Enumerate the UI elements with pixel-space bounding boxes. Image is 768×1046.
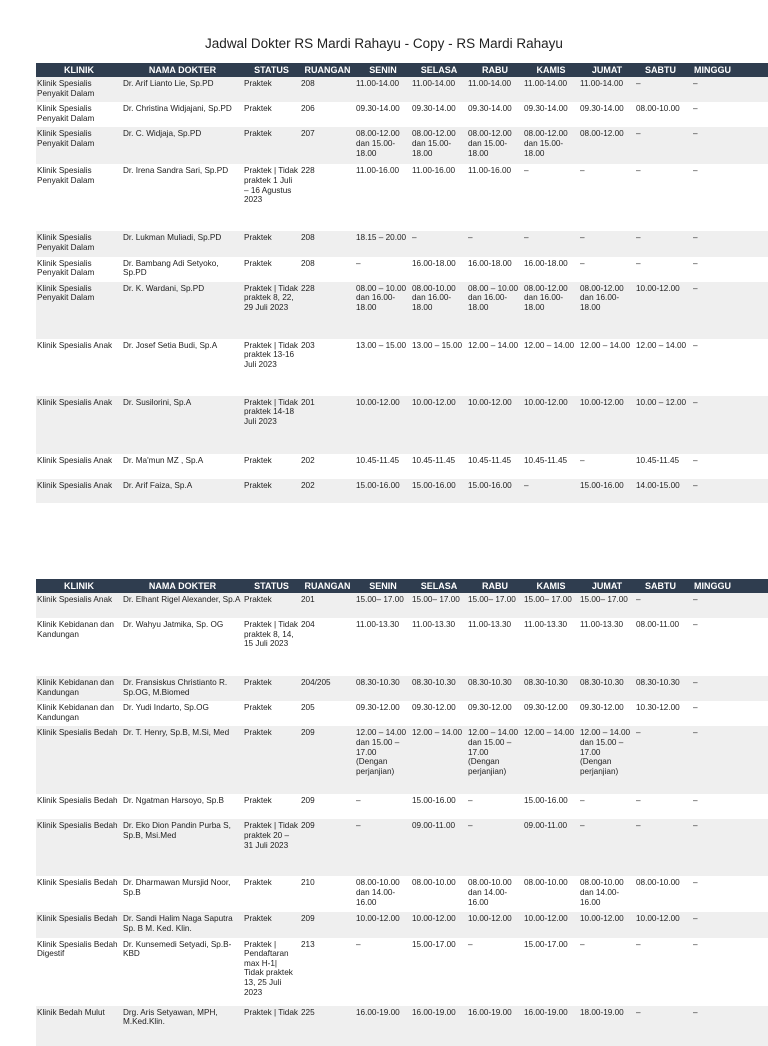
cell-senin: –	[355, 257, 411, 282]
header-nama-dokter: NAMA DOKTER	[122, 579, 243, 593]
cell-ruangan: 204/205	[300, 676, 355, 701]
cell-senin: 15.00-16.00	[355, 479, 411, 503]
cell-kamis: –	[523, 164, 579, 231]
cell-rabu: 12.00 – 14.00 dan 15.00 – 17.00 (Dengan perjanjian)	[467, 726, 523, 794]
cell-klinik: Klinik Spesialis Penyakit Dalam	[36, 127, 122, 164]
table-row	[36, 1006, 768, 1046]
cell-kamis: 11.00-13.30	[523, 618, 579, 676]
cell-kamis: 11.00-14.00	[523, 77, 579, 102]
cell-selasa: 15.00– 17.00	[411, 593, 467, 618]
cell-senin: 15.00– 17.00	[355, 593, 411, 618]
cell-senin: 11.00-14.00	[355, 77, 411, 102]
cell-selasa: 08.00-10.00	[411, 876, 467, 912]
cell-sabtu: –	[635, 593, 692, 618]
cell-klinik: Klinik Spesialis Bedah	[36, 876, 122, 912]
cell-nama-dokter: Dr. Christina Widjajani, Sp.PD	[122, 102, 243, 127]
cell-klinik: Klinik Spesialis Penyakit Dalam	[36, 164, 122, 231]
table-row	[36, 618, 768, 676]
cell-klinik: Klinik Spesialis Bedah	[36, 819, 122, 876]
cell-minggu: –	[692, 164, 768, 231]
cell-minggu: –	[692, 282, 768, 339]
cell-status: Praktek | Tidak praktek 13-16 Juli 2023	[243, 339, 300, 396]
table-row	[36, 676, 768, 701]
cell-minggu: –	[692, 339, 768, 396]
table-row	[36, 593, 768, 618]
cell-jumat: 12.00 – 14.00 dan 15.00 – 17.00 (Dengan perjanjian)	[579, 726, 635, 794]
table-row	[36, 794, 768, 819]
cell-jumat: –	[579, 454, 635, 479]
cell-sabtu: 10.00-12.00	[635, 912, 692, 937]
cell-status: Praktek	[243, 726, 300, 794]
cell-status: Praktek	[243, 479, 300, 503]
cell-jumat: 08.00-10.00 dan 14.00-16.00	[579, 876, 635, 912]
cell-ruangan: 208	[300, 77, 355, 102]
cell-ruangan: 225	[300, 1006, 355, 1046]
cell-ruangan: 208	[300, 257, 355, 282]
cell-ruangan: 228	[300, 164, 355, 231]
cell-sabtu: 14.00-15.00	[635, 479, 692, 503]
header-ruangan: RUANGAN	[300, 579, 355, 593]
cell-jumat: 12.00 – 14.00	[579, 339, 635, 396]
cell-status: Praktek	[243, 593, 300, 618]
cell-klinik: Klinik Spesialis Anak	[36, 454, 122, 479]
cell-senin: 08.30-10.30	[355, 676, 411, 701]
cell-jumat: 15.00– 17.00	[579, 593, 635, 618]
cell-rabu: 11.00-14.00	[467, 77, 523, 102]
cell-jumat: 08.00-12.00	[579, 127, 635, 164]
cell-sabtu: –	[635, 819, 692, 876]
cell-klinik: Klinik Spesialis Bedah	[36, 726, 122, 794]
cell-ruangan: 208	[300, 231, 355, 256]
table-header-row	[36, 63, 768, 77]
cell-selasa: 15.00-17.00	[411, 938, 467, 1006]
cell-jumat: –	[579, 257, 635, 282]
cell-ruangan: 204	[300, 618, 355, 676]
cell-sabtu: –	[635, 257, 692, 282]
header-kamis: KAMIS	[523, 579, 579, 593]
cell-selasa: 16.00-18.00	[411, 257, 467, 282]
cell-minggu: –	[692, 454, 768, 479]
cell-sabtu: 08.00-11.00	[635, 618, 692, 676]
cell-klinik: Klinik Spesialis Bedah Digestif	[36, 938, 122, 1006]
cell-selasa: 15.00-16.00	[411, 479, 467, 503]
cell-selasa: 12.00 – 14.00	[411, 726, 467, 794]
cell-jumat: –	[579, 938, 635, 1006]
cell-sabtu: –	[635, 938, 692, 1006]
cell-minggu: –	[692, 676, 768, 701]
cell-minggu: –	[692, 912, 768, 937]
cell-klinik: Klinik Spesialis Penyakit Dalam	[36, 231, 122, 256]
cell-rabu: 10.45-11.45	[467, 454, 523, 479]
cell-status: Praktek	[243, 676, 300, 701]
cell-rabu: 11.00-16.00	[467, 164, 523, 231]
cell-jumat: –	[579, 164, 635, 231]
cell-selasa: 10.45-11.45	[411, 454, 467, 479]
cell-nama-dokter: Dr. Irena Sandra Sari, Sp.PD	[122, 164, 243, 231]
cell-minggu: –	[692, 479, 768, 503]
cell-ruangan: 207	[300, 127, 355, 164]
header-ruangan: RUANGAN	[300, 63, 355, 77]
cell-kamis: 16.00-18.00	[523, 257, 579, 282]
cell-sabtu: 10.00-12.00	[635, 282, 692, 339]
header-selasa: SELASA	[411, 63, 467, 77]
cell-ruangan: 209	[300, 819, 355, 876]
cell-nama-dokter: Dr. Ngatman Harsoyo, Sp.B	[122, 794, 243, 819]
cell-status: Praktek	[243, 102, 300, 127]
cell-kamis: 12.00 – 14.00	[523, 726, 579, 794]
table-row	[36, 819, 768, 876]
cell-minggu: –	[692, 876, 768, 912]
cell-nama-dokter: Dr. Arif Lianto Lie, Sp.PD	[122, 77, 243, 102]
cell-rabu: 16.00-19.00	[467, 1006, 523, 1046]
cell-rabu: 15.00– 17.00	[467, 593, 523, 618]
cell-senin: 10.45-11.45	[355, 454, 411, 479]
cell-sabtu: 10.30-12.00	[635, 701, 692, 726]
cell-kamis: 15.00-17.00	[523, 938, 579, 1006]
cell-jumat: 11.00-14.00	[579, 77, 635, 102]
cell-ruangan: 203	[300, 339, 355, 396]
cell-nama-dokter: Dr. Eko Dion Pandin Purba S, Sp.B, Msi.Med	[122, 819, 243, 876]
header-senin: SENIN	[355, 579, 411, 593]
cell-kamis: 15.00– 17.00	[523, 593, 579, 618]
cell-ruangan: 213	[300, 938, 355, 1006]
cell-klinik: Klinik Spesialis Anak	[36, 396, 122, 454]
cell-selasa: 10.00-12.00	[411, 912, 467, 937]
cell-nama-dokter: Dr. Fransiskus Christianto R. Sp.OG, M.Biomed	[122, 676, 243, 701]
page-title: Jadwal Dokter RS Mardi Rahayu - Copy - RS Mardi Rahayu	[205, 36, 563, 51]
cell-selasa: –	[411, 231, 467, 256]
cell-sabtu: –	[635, 77, 692, 102]
cell-klinik: Klinik Spesialis Anak	[36, 339, 122, 396]
cell-jumat: –	[579, 231, 635, 256]
cell-selasa: 13.00 – 15.00	[411, 339, 467, 396]
cell-sabtu: –	[635, 127, 692, 164]
cell-status: Praktek | Tidak	[243, 1006, 300, 1046]
cell-senin: 11.00-13.30	[355, 618, 411, 676]
cell-status: Praktek	[243, 231, 300, 256]
cell-sabtu: –	[635, 726, 692, 794]
cell-rabu: 11.00-13.30	[467, 618, 523, 676]
cell-minggu: –	[692, 938, 768, 1006]
cell-kamis: 12.00 – 14.00	[523, 339, 579, 396]
cell-rabu: 08.00-10.00 dan 14.00-16.00	[467, 876, 523, 912]
cell-minggu: –	[692, 1006, 768, 1046]
cell-jumat: 09.30-14.00	[579, 102, 635, 127]
cell-kamis: 15.00-16.00	[523, 794, 579, 819]
cell-klinik: Klinik Kebidanan dan Kandungan	[36, 676, 122, 701]
cell-klinik: Klinik Spesialis Penyakit Dalam	[36, 77, 122, 102]
cell-minggu: –	[692, 726, 768, 794]
header-kamis: KAMIS	[523, 63, 579, 77]
cell-rabu: 16.00-18.00	[467, 257, 523, 282]
cell-kamis: 10.45-11.45	[523, 454, 579, 479]
cell-klinik: Klinik Bedah Mulut	[36, 1006, 122, 1046]
cell-status: Praktek	[243, 876, 300, 912]
cell-status: Praktek | Tidak praktek 8, 14, 15 Juli 2023	[243, 618, 300, 676]
cell-senin: 13.00 – 15.00	[355, 339, 411, 396]
cell-status: Praktek	[243, 257, 300, 282]
table-row	[36, 102, 768, 127]
cell-nama-dokter: Dr. Yudi Indarto, Sp.OG	[122, 701, 243, 726]
cell-senin: 09.30-14.00	[355, 102, 411, 127]
cell-sabtu: 08.30-10.30	[635, 676, 692, 701]
cell-senin: 18.15 – 20.00	[355, 231, 411, 256]
table-row	[36, 77, 768, 102]
cell-rabu: –	[467, 794, 523, 819]
cell-minggu: –	[692, 819, 768, 876]
cell-senin: –	[355, 794, 411, 819]
cell-jumat: 11.00-13.30	[579, 618, 635, 676]
cell-minggu: –	[692, 77, 768, 102]
cell-sabtu: 08.00-10.00	[635, 102, 692, 127]
header-rabu: RABU	[467, 63, 523, 77]
cell-ruangan: 209	[300, 726, 355, 794]
cell-kamis: 10.00-12.00	[523, 396, 579, 454]
cell-rabu: –	[467, 938, 523, 1006]
cell-sabtu: 10.00 – 12.00	[635, 396, 692, 454]
cell-klinik: Klinik Spesialis Bedah	[36, 912, 122, 937]
cell-ruangan: 210	[300, 876, 355, 912]
cell-sabtu: –	[635, 164, 692, 231]
cell-nama-dokter: Dr. K. Wardani, Sp.PD	[122, 282, 243, 339]
cell-jumat: 10.00-12.00	[579, 396, 635, 454]
cell-selasa: 16.00-19.00	[411, 1006, 467, 1046]
cell-klinik: Klinik Kebidanan dan Kandungan	[36, 701, 122, 726]
cell-senin: 11.00-16.00	[355, 164, 411, 231]
cell-klinik: Klinik Spesialis Penyakit Dalam	[36, 282, 122, 339]
cell-sabtu: –	[635, 1006, 692, 1046]
cell-jumat: 15.00-16.00	[579, 479, 635, 503]
cell-kamis: –	[523, 479, 579, 503]
cell-selasa: 08.30-10.30	[411, 676, 467, 701]
table-row	[36, 396, 768, 454]
cell-nama-dokter: Dr. Susilorini, Sp.A	[122, 396, 243, 454]
header-minggu: MINGGU	[692, 63, 768, 77]
table-row	[36, 479, 768, 503]
cell-status: Praktek	[243, 454, 300, 479]
cell-minggu: –	[692, 794, 768, 819]
cell-rabu: –	[467, 819, 523, 876]
cell-minggu: –	[692, 396, 768, 454]
cell-senin: 10.00-12.00	[355, 396, 411, 454]
cell-nama-dokter: Dr. Kunsemedi Setyadi, Sp.B-KBD	[122, 938, 243, 1006]
cell-kamis: 08.00-12.00 dan 16.00-18.00	[523, 282, 579, 339]
cell-status: Praktek | Tidak praktek 14-18 Juli 2023	[243, 396, 300, 454]
cell-senin: 16.00-19.00	[355, 1006, 411, 1046]
cell-ruangan: 205	[300, 701, 355, 726]
header-nama-dokter: NAMA DOKTER	[122, 63, 243, 77]
cell-jumat: 18.00-19.00	[579, 1006, 635, 1046]
cell-selasa: 11.00-13.30	[411, 618, 467, 676]
cell-kamis: 10.00-12.00	[523, 912, 579, 937]
cell-nama-dokter: Drg. Aris Setyawan, MPH, M.Ked.Klin.	[122, 1006, 243, 1046]
schedule-table-1	[36, 63, 768, 503]
cell-jumat: 10.00-12.00	[579, 912, 635, 937]
table-row	[36, 876, 768, 912]
cell-klinik: Klinik Spesialis Anak	[36, 593, 122, 618]
cell-kamis: 08.00-10.00	[523, 876, 579, 912]
cell-ruangan: 206	[300, 102, 355, 127]
cell-sabtu: –	[635, 794, 692, 819]
cell-kamis: 09.00-11.00	[523, 819, 579, 876]
cell-selasa: 08.00-10.00 dan 16.00-18.00	[411, 282, 467, 339]
cell-jumat: 08.30-10.30	[579, 676, 635, 701]
cell-sabtu: –	[635, 231, 692, 256]
cell-selasa: 10.00-12.00	[411, 396, 467, 454]
cell-rabu: 15.00-16.00	[467, 479, 523, 503]
cell-selasa: 15.00-16.00	[411, 794, 467, 819]
cell-minggu: –	[692, 257, 768, 282]
cell-sabtu: 12.00 – 14.00	[635, 339, 692, 396]
cell-minggu: –	[692, 231, 768, 256]
cell-rabu: 08.30-10.30	[467, 676, 523, 701]
cell-nama-dokter: Dr. Arif Faiza, Sp.A	[122, 479, 243, 503]
cell-rabu: 10.00-12.00	[467, 912, 523, 937]
table-row	[36, 938, 768, 1006]
header-selasa: SELASA	[411, 579, 467, 593]
cell-senin: 09.30-12.00	[355, 701, 411, 726]
cell-ruangan: 209	[300, 912, 355, 937]
cell-minggu: –	[692, 701, 768, 726]
cell-nama-dokter: Dr. Ma'mun MZ , Sp.A	[122, 454, 243, 479]
table-row	[36, 127, 768, 164]
cell-jumat: –	[579, 794, 635, 819]
cell-ruangan: 202	[300, 479, 355, 503]
cell-nama-dokter: Dr. Elhant Rigel Alexander, Sp.A	[122, 593, 243, 618]
cell-ruangan: 201	[300, 593, 355, 618]
cell-jumat: 09.30-12.00	[579, 701, 635, 726]
cell-klinik: Klinik Spesialis Bedah	[36, 794, 122, 819]
cell-selasa: 09.30-14.00	[411, 102, 467, 127]
cell-senin: –	[355, 938, 411, 1006]
schedule-table-2	[36, 579, 768, 1046]
cell-nama-dokter: Dr. C. Widjaja, Sp.PD	[122, 127, 243, 164]
cell-sabtu: 10.45-11.45	[635, 454, 692, 479]
cell-status: Praktek | Pendaftaran max H-1| Tidak praktek 13, 25 Juli 2023	[243, 938, 300, 1006]
cell-status: Praktek	[243, 127, 300, 164]
cell-selasa: 11.00-14.00	[411, 77, 467, 102]
cell-rabu: 08.00-12.00 dan 15.00-18.00	[467, 127, 523, 164]
table-header-row	[36, 579, 768, 593]
cell-senin: 08.00 – 10.00 dan 16.00-18.00	[355, 282, 411, 339]
cell-ruangan: 209	[300, 794, 355, 819]
cell-status: Praktek	[243, 701, 300, 726]
cell-rabu: –	[467, 231, 523, 256]
cell-rabu: 12.00 – 14.00	[467, 339, 523, 396]
cell-ruangan: 228	[300, 282, 355, 339]
cell-selasa: 09.00-11.00	[411, 819, 467, 876]
table-row	[36, 912, 768, 937]
cell-kamis: 09.30-12.00	[523, 701, 579, 726]
cell-status: Praktek	[243, 77, 300, 102]
table-row	[36, 257, 768, 282]
cell-rabu: 09.30-12.00	[467, 701, 523, 726]
header-sabtu: SABTU	[635, 63, 692, 77]
cell-ruangan: 202	[300, 454, 355, 479]
cell-kamis: 08.30-10.30	[523, 676, 579, 701]
cell-senin: 08.00-10.00 dan 14.00-16.00	[355, 876, 411, 912]
header-senin: SENIN	[355, 63, 411, 77]
header-jumat: JUMAT	[579, 63, 635, 77]
cell-kamis: 08.00-12.00 dan 15.00-18.00	[523, 127, 579, 164]
cell-rabu: 09.30-14.00	[467, 102, 523, 127]
cell-nama-dokter: Dr. Dharmawan Mursjid Noor, Sp.B	[122, 876, 243, 912]
header-jumat: JUMAT	[579, 579, 635, 593]
cell-kamis: 16.00-19.00	[523, 1006, 579, 1046]
table-row	[36, 164, 768, 231]
cell-nama-dokter: Dr. T. Henry, Sp.B, M.Si, Med	[122, 726, 243, 794]
table-row	[36, 726, 768, 794]
cell-klinik: Klinik Kebidanan dan Kandungan	[36, 618, 122, 676]
cell-rabu: 08.00 – 10.00 dan 16.00-18.00	[467, 282, 523, 339]
cell-senin: 12.00 – 14.00 dan 15.00 – 17.00 (Dengan perjanjian)	[355, 726, 411, 794]
cell-klinik: Klinik Spesialis Anak	[36, 479, 122, 503]
cell-nama-dokter: Dr. Lukman Muliadi, Sp.PD	[122, 231, 243, 256]
cell-selasa: 09.30-12.00	[411, 701, 467, 726]
table-row	[36, 282, 768, 339]
cell-nama-dokter: Dr. Josef Setia Budi, Sp.A	[122, 339, 243, 396]
table-row	[36, 701, 768, 726]
cell-klinik: Klinik Spesialis Penyakit Dalam	[36, 257, 122, 282]
cell-status: Praktek | Tidak praktek 1 Juli – 16 Agustus 2023	[243, 164, 300, 231]
cell-jumat: –	[579, 819, 635, 876]
table-row	[36, 231, 768, 256]
header-sabtu: SABTU	[635, 579, 692, 593]
header-minggu: MINGGU	[692, 579, 768, 593]
cell-nama-dokter: Dr. Bambang Adi Setyoko, Sp.PD	[122, 257, 243, 282]
cell-senin: 08.00-12.00 dan 15.00-18.00	[355, 127, 411, 164]
cell-minggu: –	[692, 618, 768, 676]
cell-minggu: –	[692, 593, 768, 618]
cell-sabtu: 08.00-10.00	[635, 876, 692, 912]
cell-kamis: –	[523, 231, 579, 256]
header-status: STATUS	[243, 63, 300, 77]
header-klinik: KLINIK	[36, 579, 122, 593]
cell-klinik: Klinik Spesialis Penyakit Dalam	[36, 102, 122, 127]
cell-selasa: 11.00-16.00	[411, 164, 467, 231]
cell-jumat: 08.00-12.00 dan 16.00-18.00	[579, 282, 635, 339]
cell-status: Praktek	[243, 794, 300, 819]
cell-nama-dokter: Dr. Wahyu Jatmika, Sp. OG	[122, 618, 243, 676]
cell-nama-dokter: Dr. Sandi Halim Naga Saputra Sp. B M. Ked. Klin.	[122, 912, 243, 937]
header-klinik: KLINIK	[36, 63, 122, 77]
cell-status: Praktek | Tidak praktek 8, 22, 29 Juli 2023	[243, 282, 300, 339]
cell-senin: –	[355, 819, 411, 876]
cell-ruangan: 201	[300, 396, 355, 454]
cell-status: Praktek	[243, 912, 300, 937]
table-row	[36, 339, 768, 396]
cell-minggu: –	[692, 127, 768, 164]
cell-senin: 10.00-12.00	[355, 912, 411, 937]
cell-minggu: –	[692, 102, 768, 127]
cell-kamis: 09.30-14.00	[523, 102, 579, 127]
cell-rabu: 10.00-12.00	[467, 396, 523, 454]
header-status: STATUS	[243, 579, 300, 593]
cell-selasa: 08.00-12.00 dan 15.00-18.00	[411, 127, 467, 164]
table-row	[36, 454, 768, 479]
cell-status: Praktek | Tidak praktek 20 – 31 Juli 2023	[243, 819, 300, 876]
header-rabu: RABU	[467, 579, 523, 593]
